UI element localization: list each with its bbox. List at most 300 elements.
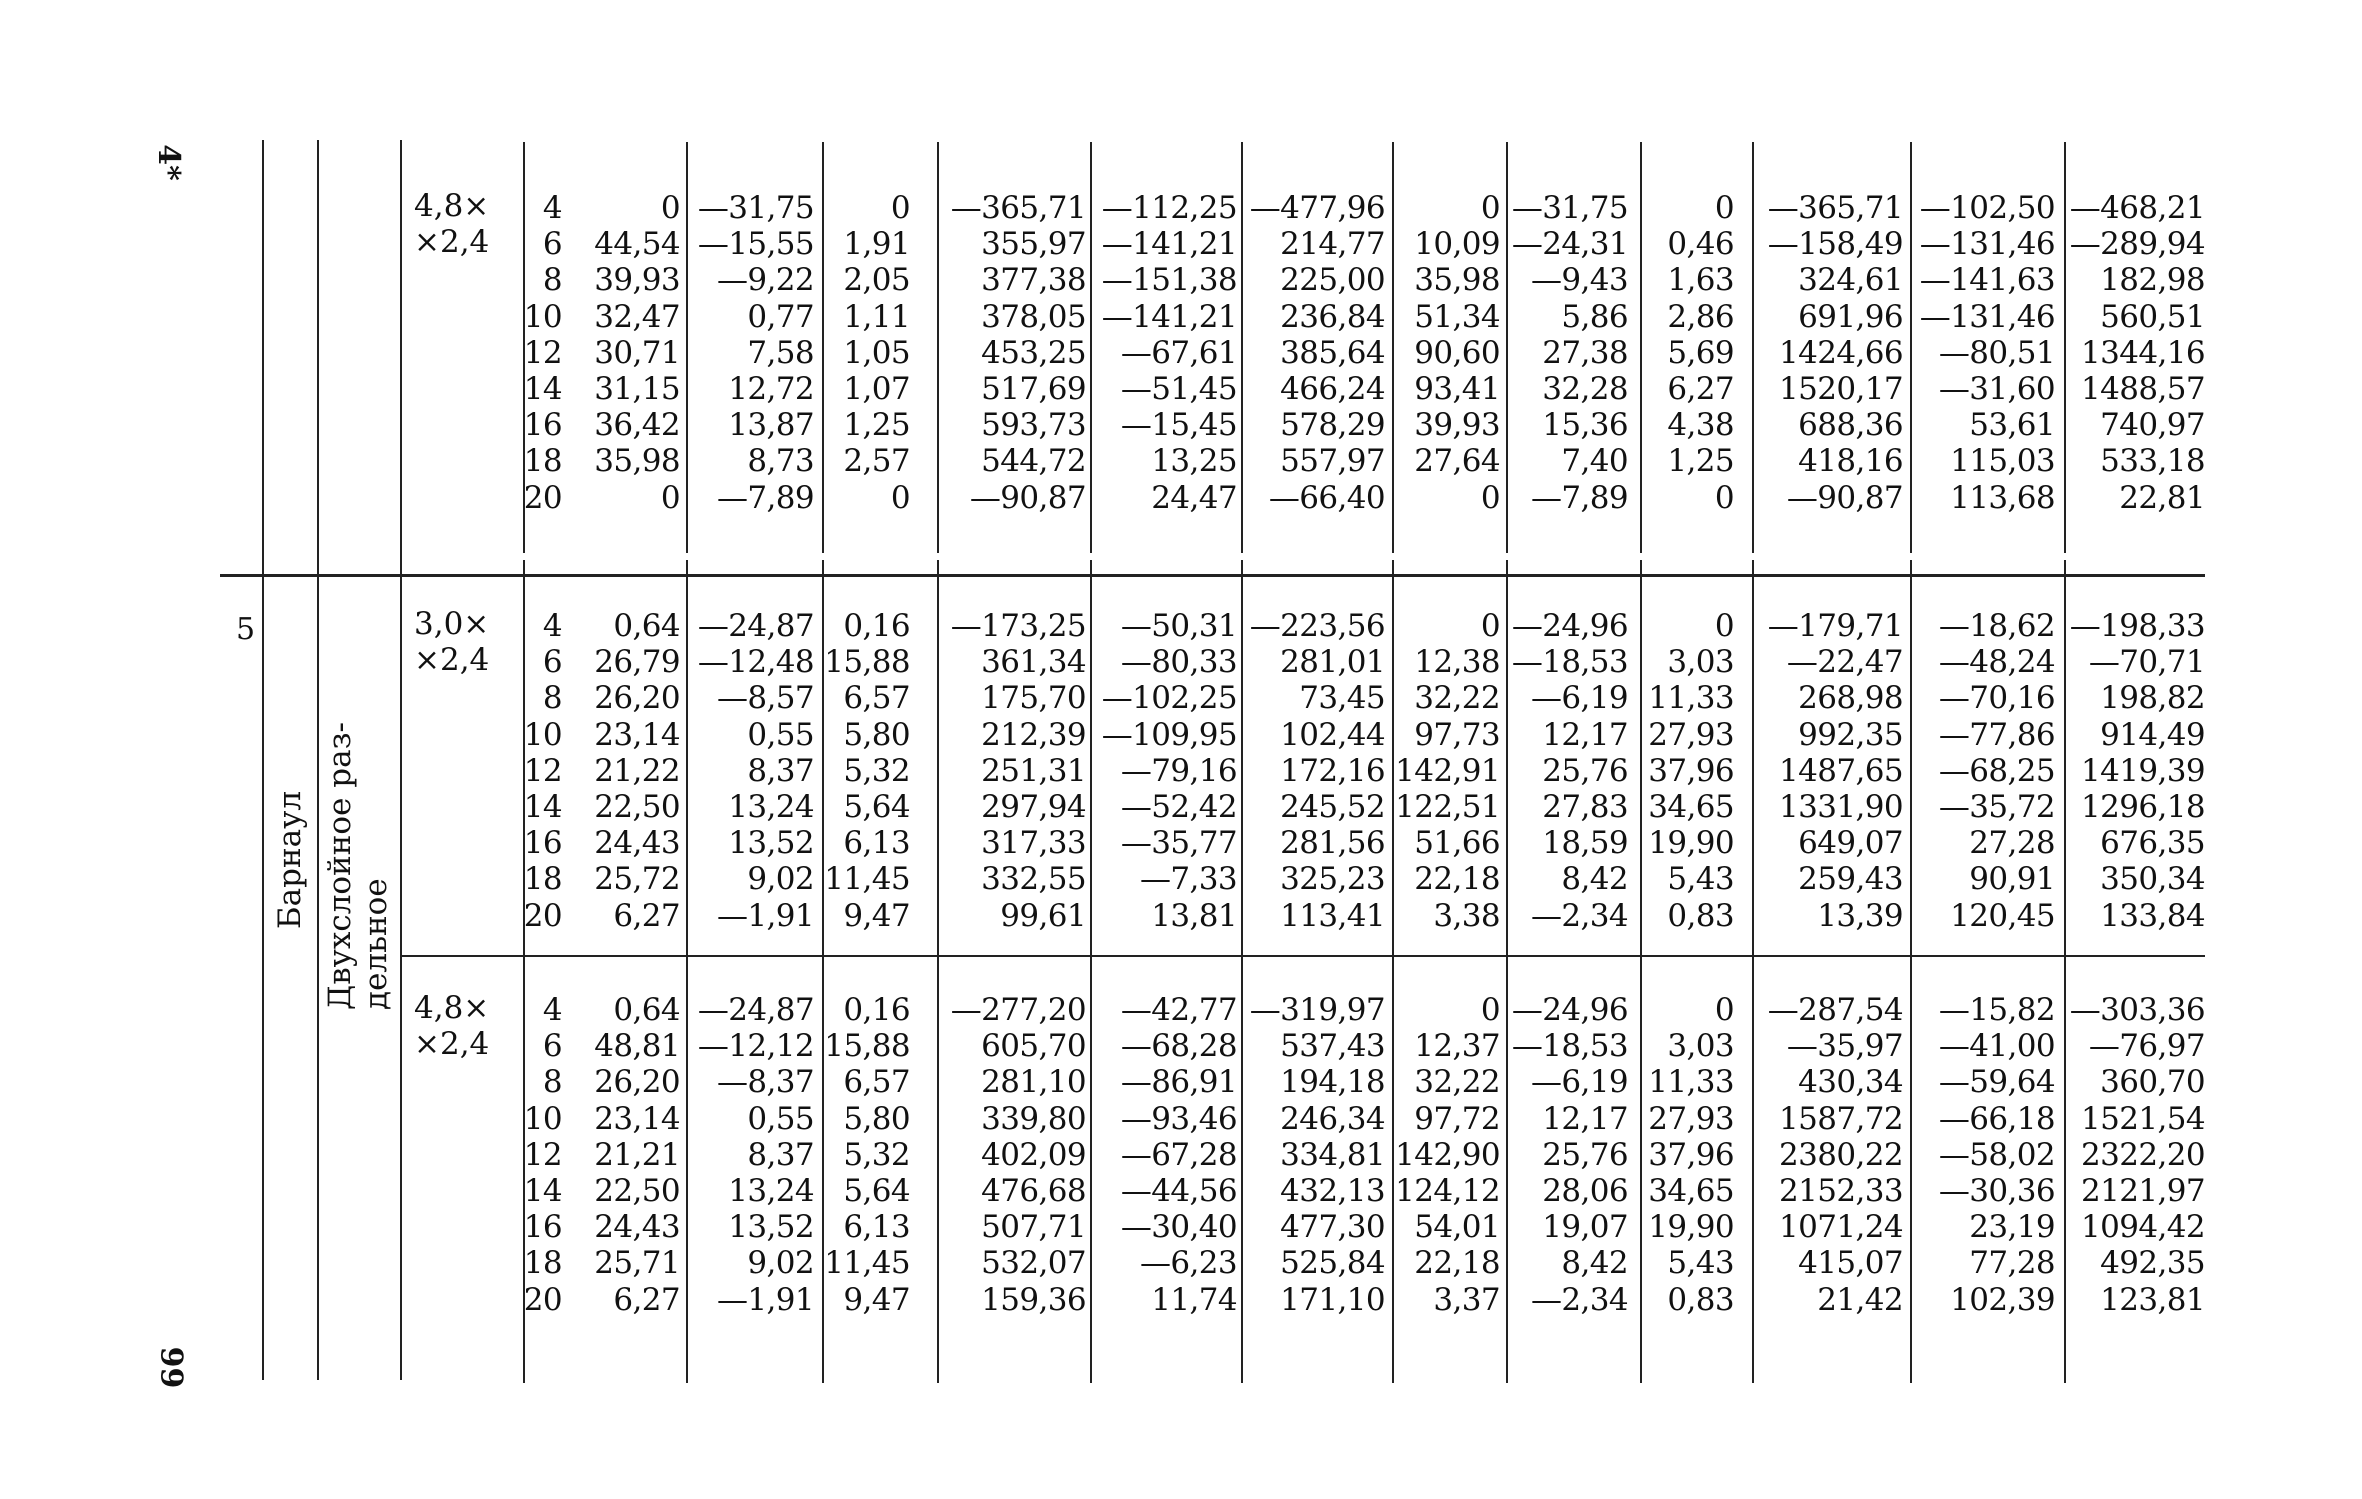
value-column: [951, 608, 1086, 934]
value-cell: 605,70: [981, 1028, 1086, 1065]
value-cell: 31,15: [594, 370, 680, 407]
value-cell: 297,94: [981, 788, 1086, 825]
value-cell: —6,23: [1139, 1245, 1237, 1282]
value-column: [1395, 992, 1500, 1318]
column-rule: [1640, 142, 1642, 553]
value-cell: 23,19: [1969, 1209, 2055, 1246]
value-cell: 0: [1714, 479, 1734, 516]
value-cell: 53,61: [1969, 407, 2055, 444]
step-cell: 20: [523, 479, 562, 516]
value-column: [1648, 608, 1734, 934]
value-cell: —42,77: [1120, 992, 1237, 1028]
value-cell: 22,18: [1414, 1245, 1500, 1282]
block-size-label: 4,8× ×2,4: [414, 188, 490, 260]
step-cell: 4: [542, 190, 562, 226]
value-cell: 532,07: [981, 1245, 1086, 1282]
value-cell: 27,28: [1969, 825, 2055, 862]
value-cell: —319,97: [1249, 992, 1385, 1028]
value-cell: 259,43: [1798, 861, 1903, 898]
value-cell: 6,13: [843, 1209, 910, 1246]
value-column: [594, 190, 680, 516]
column-rule: [1910, 142, 1912, 553]
value-cell: 102,44: [1280, 716, 1385, 753]
value-cell: 476,68: [981, 1172, 1086, 1209]
column-rule: [822, 142, 824, 553]
value-cell: 339,80: [981, 1100, 1086, 1137]
value-column: [1768, 190, 1903, 516]
value-cell: 171,10: [1280, 1281, 1385, 1318]
value-cell: 24,43: [594, 1209, 680, 1246]
value-column: [1920, 190, 2055, 516]
value-cell: —18,53: [1511, 644, 1628, 681]
value-cell: 214,77: [1280, 226, 1385, 263]
step-cell: 18: [523, 861, 562, 898]
value-cell: 26,79: [594, 644, 680, 681]
column-rule: [1090, 944, 1092, 1383]
value-cell: —141,21: [1101, 298, 1237, 335]
value-cell: —24,31: [1511, 226, 1628, 263]
value-cell: 194,18: [1280, 1064, 1385, 1101]
column-rule: [937, 560, 939, 948]
column-rule: [1392, 142, 1394, 553]
value-cell: 5,43: [1667, 861, 1734, 898]
value-cell: 5,80: [843, 716, 910, 753]
value-cell: —90,87: [969, 479, 1086, 516]
value-cell: 477,30: [1280, 1209, 1385, 1246]
value-cell: 26,20: [594, 1064, 680, 1101]
value-cell: 15,36: [1542, 407, 1628, 444]
value-cell: 9,47: [843, 1281, 910, 1318]
value-cell: —90,87: [1786, 479, 1903, 516]
value-cell: 27,83: [1542, 788, 1628, 825]
value-cell: —67,61: [1120, 334, 1237, 371]
value-cell: 24,43: [594, 825, 680, 862]
value-cell: —79,16: [1120, 752, 1237, 789]
step-cell: 12: [523, 334, 562, 371]
value-cell: 324,61: [1798, 262, 1903, 299]
value-cell: —12,48: [697, 644, 814, 681]
column-rule: [1640, 560, 1642, 948]
value-cell: —223,56: [1249, 608, 1385, 644]
value-column: [951, 190, 1086, 516]
column-rule: [937, 142, 939, 553]
value-cell: 5,64: [843, 1172, 910, 1209]
value-column: [843, 190, 910, 516]
value-cell: 1,11: [843, 298, 910, 335]
block-size-label: 4,8× ×2,4: [414, 990, 490, 1062]
value-cell: —24,96: [1511, 608, 1628, 644]
value-cell: 0: [1714, 608, 1734, 644]
column-rule: [1392, 560, 1394, 948]
step-cell: 4: [542, 608, 562, 644]
value-column: [1250, 992, 1385, 1318]
value-cell: 13,39: [1817, 897, 1903, 934]
value-cell: 492,35: [2100, 1245, 2205, 1282]
value-cell: 19,07: [1542, 1209, 1628, 1246]
value-cell: 36,42: [594, 407, 680, 444]
column-rule: [1090, 560, 1092, 948]
value-cell: 5,86: [1561, 298, 1628, 335]
value-cell: —50,31: [1120, 608, 1237, 644]
value-cell: 35,98: [594, 443, 680, 480]
column-rule: [1752, 944, 1754, 1383]
value-cell: 9,47: [843, 897, 910, 934]
step-cell: 16: [523, 825, 562, 862]
value-cell: —102,50: [1919, 190, 2055, 226]
value-cell: —31,75: [697, 190, 814, 226]
column-rule: [686, 560, 688, 948]
value-cell: 0,55: [747, 1100, 814, 1137]
value-cell: 0: [1480, 992, 1500, 1028]
value-cell: 0: [1480, 608, 1500, 644]
column-rule: [1506, 142, 1508, 553]
step-cell: 16: [523, 1209, 562, 1246]
value-cell: 102,39: [1950, 1281, 2055, 1318]
value-cell: 578,29: [1280, 407, 1385, 444]
value-cell: 432,13: [1280, 1172, 1385, 1209]
value-cell: 182,98: [2100, 262, 2205, 299]
value-cell: 30,71: [594, 334, 680, 371]
value-cell: 1,25: [843, 407, 910, 444]
value-cell: 1487,65: [1779, 752, 1903, 789]
value-cell: —173,25: [950, 608, 1086, 644]
value-cell: 676,35: [2100, 825, 2205, 862]
value-cell: 51,66: [1414, 825, 1500, 862]
step-cell: 10: [523, 716, 562, 753]
value-cell: 212,39: [981, 716, 1086, 753]
value-cell: 198,82: [2100, 680, 2205, 717]
value-cell: 113,68: [1950, 479, 2055, 516]
value-cell: —52,42: [1120, 788, 1237, 825]
value-cell: 537,43: [1280, 1028, 1385, 1065]
value-cell: 2322,20: [2081, 1136, 2205, 1173]
value-cell: —31,60: [1938, 370, 2055, 407]
value-cell: 122,51: [1395, 788, 1500, 825]
page-number: 99: [153, 1346, 189, 1389]
value-cell: 0: [1714, 992, 1734, 1028]
value-cell: 22,18: [1414, 861, 1500, 898]
value-cell: 1521,54: [2081, 1100, 2205, 1137]
value-cell: 0,83: [1667, 1281, 1734, 1318]
value-column: [1512, 608, 1628, 934]
value-cell: —24,96: [1511, 992, 1628, 1028]
value-cell: 28,06: [1542, 1172, 1628, 1209]
value-cell: 22,50: [594, 788, 680, 825]
value-cell: —477,96: [1249, 190, 1385, 226]
column-rule: [2064, 560, 2066, 948]
value-cell: —151,38: [1101, 262, 1237, 299]
value-cell: 12,72: [728, 370, 814, 407]
value-cell: —277,20: [950, 992, 1086, 1028]
value-cell: —66,18: [1938, 1100, 2055, 1137]
value-cell: 159,36: [981, 1281, 1086, 1318]
value-column: [1667, 190, 1734, 516]
value-cell: —112,25: [1101, 190, 1237, 226]
value-cell: 32,28: [1542, 370, 1628, 407]
column-rule: [1752, 142, 1754, 553]
value-cell: 99,61: [1000, 897, 1086, 934]
value-cell: —131,46: [1919, 226, 2055, 263]
value-cell: 0: [1714, 190, 1734, 226]
value-cell: 34,65: [1648, 788, 1734, 825]
value-cell: 11,33: [1648, 1064, 1734, 1101]
value-cell: 430,34: [1798, 1064, 1903, 1101]
value-cell: —35,72: [1938, 788, 2055, 825]
value-cell: —80,33: [1120, 644, 1237, 681]
value-cell: 172,16: [1280, 752, 1385, 789]
column-rule: [1910, 944, 1912, 1383]
value-cell: —18,53: [1511, 1028, 1628, 1065]
value-cell: —68,25: [1938, 752, 2055, 789]
value-column: [1768, 992, 1903, 1318]
value-cell: 236,84: [1280, 298, 1385, 335]
value-cell: 13,52: [728, 1209, 814, 1246]
value-cell: 8,37: [747, 1136, 814, 1173]
column-rule: [1506, 944, 1508, 1383]
value-cell: 378,05: [981, 298, 1086, 335]
value-cell: 5,64: [843, 788, 910, 825]
value-cell: 27,64: [1414, 443, 1500, 480]
value-cell: 517,69: [981, 370, 1086, 407]
value-cell: 6,27: [1667, 370, 1734, 407]
value-cell: —67,28: [1120, 1136, 1237, 1173]
value-cell: 97,72: [1414, 1100, 1500, 1137]
value-cell: 1344,16: [2081, 334, 2205, 371]
value-cell: —8,57: [716, 680, 814, 717]
value-cell: —66,40: [1268, 479, 1385, 516]
value-column: [1121, 992, 1237, 1318]
step-cell: 4: [542, 992, 562, 1028]
value-column: [951, 992, 1086, 1318]
value-cell: 334,81: [1280, 1136, 1385, 1173]
value-cell: 22,50: [594, 1172, 680, 1209]
value-cell: 124,12: [1395, 1172, 1500, 1209]
value-cell: 3,38: [1433, 897, 1500, 934]
value-cell: 13,81: [1151, 897, 1237, 934]
step-cell: 20: [523, 897, 562, 934]
block-separator: [402, 955, 2205, 957]
value-cell: —77,86: [1938, 716, 2055, 753]
value-cell: 3,37: [1433, 1281, 1500, 1318]
value-cell: —7,89: [1530, 479, 1628, 516]
value-cell: 12,17: [1542, 716, 1628, 753]
value-cell: 27,93: [1648, 1100, 1734, 1137]
value-cell: —1,91: [716, 897, 814, 934]
value-column: [824, 608, 910, 934]
column-rule: [1910, 560, 1912, 948]
value-cell: 2121,97: [2081, 1172, 2205, 1209]
value-cell: 1419,39: [2081, 752, 2205, 789]
value-cell: 402,09: [981, 1136, 1086, 1173]
value-cell: —68,28: [1120, 1028, 1237, 1065]
value-cell: —22,47: [1786, 644, 1903, 681]
value-cell: 350,34: [2100, 861, 2205, 898]
value-cell: 8,37: [747, 752, 814, 789]
value-cell: 5,32: [843, 752, 910, 789]
value-cell: 35,98: [1414, 262, 1500, 299]
value-cell: 15,88: [824, 1028, 910, 1065]
value-cell: 1094,42: [2081, 1209, 2205, 1246]
step-cell: 6: [542, 644, 562, 681]
column-rule: [686, 944, 688, 1383]
value-cell: —48,24: [1938, 644, 2055, 681]
value-cell: 1520,17: [1779, 370, 1903, 407]
column-rule: [686, 142, 688, 553]
value-cell: 25,71: [594, 1245, 680, 1282]
step-column: [524, 992, 562, 1318]
value-cell: 37,96: [1648, 1136, 1734, 1173]
value-cell: —59,64: [1938, 1064, 2055, 1101]
value-cell: 4,38: [1667, 407, 1734, 444]
value-cell: 418,16: [1798, 443, 1903, 480]
value-cell: 507,71: [981, 1209, 1086, 1246]
scheme-name-text: Двухслойное раз-дельное: [322, 722, 394, 1010]
value-column: [594, 608, 680, 934]
top-margin-mark: 4*: [150, 144, 186, 181]
value-cell: 225,00: [1280, 262, 1385, 299]
value-cell: 1071,24: [1779, 1209, 1903, 1246]
value-cell: 13,24: [728, 788, 814, 825]
value-cell: 325,23: [1280, 861, 1385, 898]
value-cell: 0: [660, 190, 680, 226]
value-column: [1512, 190, 1628, 516]
value-cell: 2152,33: [1779, 1172, 1903, 1209]
value-column: [1512, 992, 1628, 1318]
value-cell: 13,25: [1151, 443, 1237, 480]
value-cell: —2,34: [1530, 1281, 1628, 1318]
value-column: [1939, 992, 2055, 1318]
value-cell: 90,91: [1969, 861, 2055, 898]
value-cell: —1,91: [716, 1281, 814, 1318]
value-cell: 21,22: [594, 752, 680, 789]
value-cell: 25,76: [1542, 1136, 1628, 1173]
value-cell: —41,00: [1938, 1028, 2055, 1065]
value-column: [698, 190, 814, 516]
value-cell: 51,34: [1414, 298, 1500, 335]
value-cell: —109,95: [1101, 716, 1237, 753]
value-cell: 1,05: [843, 334, 910, 371]
value-cell: 3,03: [1667, 1028, 1734, 1065]
value-cell: 7,58: [747, 334, 814, 371]
value-cell: —287,54: [1767, 992, 1903, 1028]
step-cell: 6: [542, 226, 562, 263]
value-cell: 12,38: [1414, 644, 1500, 681]
value-cell: 2,05: [843, 262, 910, 299]
value-cell: 32,22: [1414, 680, 1500, 717]
section-number: 5: [236, 612, 256, 647]
step-cell: 8: [542, 262, 562, 299]
value-cell: 533,18: [2100, 443, 2205, 480]
value-cell: 2,86: [1667, 298, 1734, 335]
value-cell: 12,17: [1542, 1100, 1628, 1137]
column-rule: [2064, 142, 2066, 553]
value-cell: 90,60: [1414, 334, 1500, 371]
value-cell: 23,14: [594, 1100, 680, 1137]
value-cell: 281,56: [1280, 825, 1385, 862]
value-cell: 246,34: [1280, 1100, 1385, 1137]
value-cell: —9,22: [716, 262, 814, 299]
value-cell: 32,47: [594, 298, 680, 335]
step-cell: 10: [523, 298, 562, 335]
value-cell: 142,90: [1395, 1136, 1500, 1173]
value-cell: —102,25: [1101, 680, 1237, 717]
value-cell: —6,19: [1530, 680, 1628, 717]
value-column: [1102, 608, 1237, 934]
step-cell: 12: [523, 1136, 562, 1173]
value-column: [1768, 608, 1903, 934]
column-rule: [1241, 944, 1243, 1383]
value-cell: —58,02: [1938, 1136, 2055, 1173]
value-cell: 8,42: [1561, 861, 1628, 898]
value-cell: 544,72: [981, 443, 1086, 480]
value-cell: 120,45: [1950, 897, 2055, 934]
value-cell: 97,73: [1414, 716, 1500, 753]
rule-left-2: [317, 140, 319, 1380]
value-cell: 6,57: [843, 680, 910, 717]
value-cell: 48,81: [594, 1028, 680, 1065]
value-cell: 39,93: [1414, 407, 1500, 444]
value-cell: —15,45: [1120, 407, 1237, 444]
value-cell: 123,81: [2100, 1281, 2205, 1318]
value-cell: 12,37: [1414, 1028, 1500, 1065]
value-cell: 32,22: [1414, 1064, 1500, 1101]
value-cell: 649,07: [1798, 825, 1903, 862]
value-cell: —289,94: [2069, 226, 2205, 263]
value-cell: —7,89: [716, 479, 814, 516]
value-cell: 21,21: [594, 1136, 680, 1173]
value-cell: 0: [890, 479, 910, 516]
value-column: [1250, 190, 1385, 516]
value-cell: —141,21: [1101, 226, 1237, 263]
value-cell: 0,64: [613, 992, 680, 1028]
value-cell: —8,37: [716, 1064, 814, 1101]
step-cell: 8: [542, 680, 562, 717]
value-cell: 1,63: [1667, 262, 1734, 299]
value-cell: —198,33: [2069, 608, 2205, 644]
value-cell: 113,41: [1280, 897, 1385, 934]
value-cell: 593,73: [981, 407, 1086, 444]
value-cell: —15,55: [697, 226, 814, 263]
step-cell: 18: [523, 443, 562, 480]
value-column: [2070, 608, 2205, 934]
value-cell: 0: [1480, 190, 1500, 226]
value-cell: 560,51: [2100, 298, 2205, 335]
value-column: [1414, 190, 1500, 516]
step-cell: 8: [542, 1064, 562, 1101]
value-cell: —24,87: [697, 992, 814, 1028]
value-cell: 9,02: [747, 861, 814, 898]
value-cell: —158,49: [1767, 226, 1903, 263]
value-cell: —35,97: [1786, 1028, 1903, 1065]
value-cell: 1587,72: [1779, 1100, 1903, 1137]
value-cell: 6,27: [613, 1281, 680, 1318]
value-column: [1250, 608, 1385, 934]
column-rule: [1752, 560, 1754, 948]
value-cell: 73,45: [1299, 680, 1385, 717]
value-cell: 44,54: [594, 226, 680, 263]
step-cell: 20: [523, 1281, 562, 1318]
value-cell: 2380,22: [1779, 1136, 1903, 1173]
column-rule: [1241, 560, 1243, 948]
value-cell: 2,57: [843, 443, 910, 480]
value-cell: 13,24: [728, 1172, 814, 1209]
value-cell: 0,64: [613, 608, 680, 644]
value-cell: 7,40: [1561, 443, 1628, 480]
value-cell: 317,33: [981, 825, 1086, 862]
value-cell: 9,02: [747, 1245, 814, 1282]
value-cell: 77,28: [1969, 1245, 2055, 1282]
value-cell: 0,16: [843, 608, 910, 644]
